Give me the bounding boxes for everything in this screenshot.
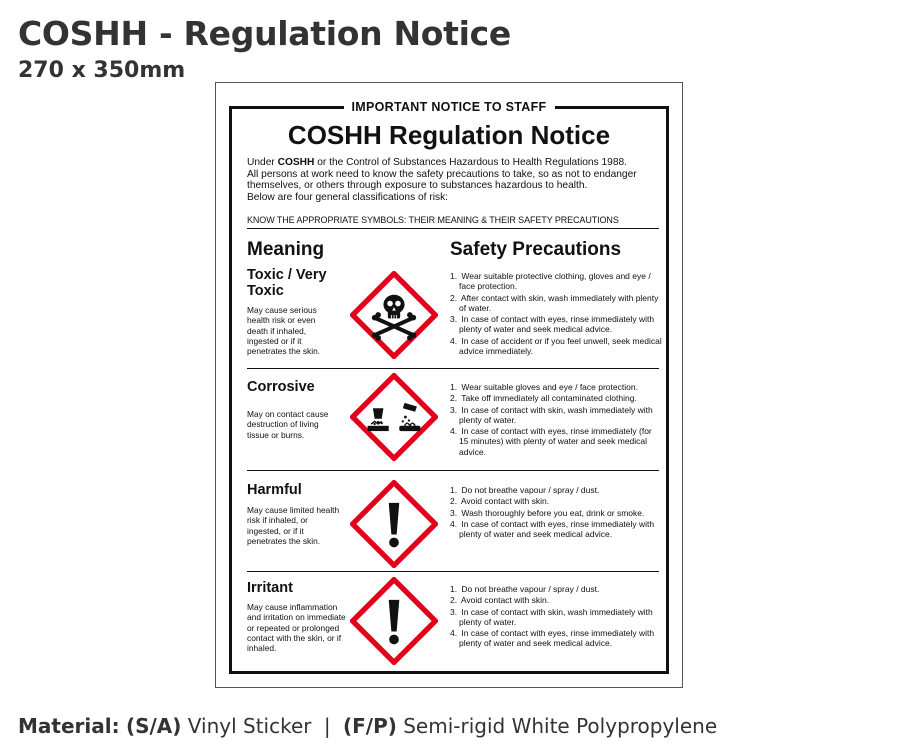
sign-image xyxy=(215,82,683,688)
precaution-text: Wash thoroughly before you eat, drink or smoke. xyxy=(461,507,645,518)
precautions-list xyxy=(450,382,662,458)
precaution-item: 4. In case of contact with eyes, rinse immediately with plenty of water and seek medical advice. xyxy=(450,628,655,649)
precaution-item: 2. Take off immediately all contaminated clothing. xyxy=(450,393,637,404)
hazard-description: May cause serious health risk or even death if inhaled, ingested or if it penetrates the skin. xyxy=(247,305,321,357)
precaution-item: 1. Wear suitable protective clothing, gloves and eye / face protection. xyxy=(450,271,651,292)
safety-precautions-heading: Safety Precautions xyxy=(450,239,622,260)
hazard-row-irritant xyxy=(247,580,659,670)
exclamation-mark-icon xyxy=(350,577,438,665)
intro-bold: COSHH xyxy=(277,157,315,168)
hazard-name: Irritant xyxy=(247,580,293,596)
precaution-item: 3. Wash thoroughly before you eat, drink or smoke. xyxy=(450,507,645,518)
precaution-item: 4. In case of contact with eyes, rinse immediately (for 15 minutes) with plenty of water and seek medical advice. xyxy=(450,426,652,457)
precaution-text: Do not breathe vapour / spray / dust. xyxy=(461,485,600,495)
hazard-description: May cause limited health risk if inhaled, or ingested, or if it penetrates the skin. xyxy=(247,505,340,546)
precaution-text: In case of contact with eyes, rinse immediately with plenty of water and seek medical advice. xyxy=(459,628,655,649)
hazard-name: Corrosive xyxy=(247,379,315,395)
precaution-text: After contact with skin, wash immediately with plenty of water. xyxy=(459,292,659,313)
material-label: Material: xyxy=(18,714,120,738)
notice-header-text: IMPORTANT NOTICE TO STAFF xyxy=(344,100,555,114)
precaution-text: Do not breathe vapour / spray / dust. xyxy=(461,584,600,594)
material-code-fp: (F/P) xyxy=(342,714,397,738)
precaution-item: 1. Do not breathe vapour / spray / dust. xyxy=(450,584,600,594)
intro-line-2: All persons at work need to know the safety precautions to take, so as not to endanger themselves, or others through exposure to substances hazardous to health. xyxy=(247,168,637,192)
material-code-sa: (S/A) xyxy=(125,714,182,738)
precaution-item: 1. Wear suitable gloves and eye / face protection. xyxy=(450,382,638,392)
exclamation-mark-icon xyxy=(350,480,438,568)
material-name-sa: Vinyl Sticker xyxy=(187,714,312,738)
notice-header xyxy=(232,98,666,116)
precaution-item: 2. Avoid contact with skin. xyxy=(450,496,550,507)
intro-text xyxy=(247,157,667,203)
hazard-row-toxic xyxy=(247,267,662,369)
meaning-heading: Meaning xyxy=(247,239,325,260)
precaution-text: Take off immediately all contaminated clothing. xyxy=(461,393,637,404)
corrosion-icon xyxy=(350,373,438,461)
skull-crossbones-icon xyxy=(350,271,438,359)
hazard-row-harmful xyxy=(247,482,659,572)
material-info xyxy=(18,714,717,738)
precaution-text: In case of accident or if you feel unwell, seek medical advice immediately. xyxy=(459,335,662,357)
precaution-item: 1. Do not breathe vapour / spray / dust. xyxy=(450,485,600,495)
precaution-text: In case of contact with skin, wash immediately with plenty of water. xyxy=(459,606,653,627)
know-symbols-line: KNOW THE APPROPRIATE SYMBOLS: THEIR MEANING & THEIR SAFETY PRECAUTIONS xyxy=(247,215,659,229)
precaution-text: In case of contact with eyes, rinse immediately with plenty of water and seek medical advice. xyxy=(459,314,655,335)
precautions-list xyxy=(450,271,662,357)
precaution-text: Wear suitable protective clothing, gloves and eye / face protection. xyxy=(459,271,651,292)
page-title: COSHH - Regulation Notice xyxy=(18,14,511,53)
hazard-name: Harmful xyxy=(247,482,302,498)
hazard-name: Toxic / Very Toxic xyxy=(247,267,327,299)
material-name-fp: Semi-rigid White Polypropylene xyxy=(403,714,718,738)
sign-border xyxy=(229,100,669,674)
intro-line-3: Below are four general classifications of risk: xyxy=(247,191,449,203)
precaution-item: 3. In case of contact with skin, wash immediately with plenty of water. xyxy=(450,606,653,627)
intro-prefix: Under xyxy=(247,157,275,168)
material-separator: | xyxy=(323,714,331,738)
precaution-item: 2. After contact with skin, wash immediately with plenty of water. xyxy=(450,292,659,313)
precaution-text: Avoid contact with skin. xyxy=(460,595,550,606)
precaution-item: 4. In case of accident or if you feel unwell, seek medical advice immediately. xyxy=(450,335,662,357)
precaution-item: 2. Avoid contact with skin. xyxy=(450,595,550,606)
sign-title: COSHH Regulation Notice xyxy=(287,120,611,150)
hazard-row-corrosive xyxy=(247,379,659,471)
precaution-text: Wear suitable gloves and eye / face protection. xyxy=(461,382,638,392)
precaution-item: 3. In case of contact with eyes, rinse immediately with plenty of water and seek medical advice. xyxy=(450,314,655,335)
page-size: 270 x 350mm xyxy=(18,58,186,83)
precaution-item: 4. In case of contact with eyes, rinse immediately with plenty of water and seek medical advice. xyxy=(450,518,655,540)
precaution-text: In case of contact with eyes, rinse immediately with plenty of water and seek medical advice. xyxy=(459,518,655,540)
precaution-text: In case of contact with eyes, rinse immediately (for 15 minutes) with plenty of water and seek medical advice. xyxy=(459,426,652,457)
precautions-list xyxy=(450,485,662,540)
precaution-item: 3. In case of contact with skin, wash immediately with plenty of water. xyxy=(450,404,653,425)
precaution-text: In case of contact with skin, wash immediately with plenty of water. xyxy=(459,404,653,425)
intro-line-1 xyxy=(247,157,667,169)
precautions-list xyxy=(450,584,662,650)
precaution-text: Avoid contact with skin. xyxy=(460,496,550,507)
intro-suffix: or the Control of Substances Hazardous to Health Regulations 1988. xyxy=(317,157,628,168)
hazard-description: May on contact cause destruction of living tissue or burns. xyxy=(247,409,329,440)
hazard-description: May cause inflammation and irritation on immediate or repeated or prolonged contact with the skin, or if inhaled. xyxy=(247,602,346,654)
